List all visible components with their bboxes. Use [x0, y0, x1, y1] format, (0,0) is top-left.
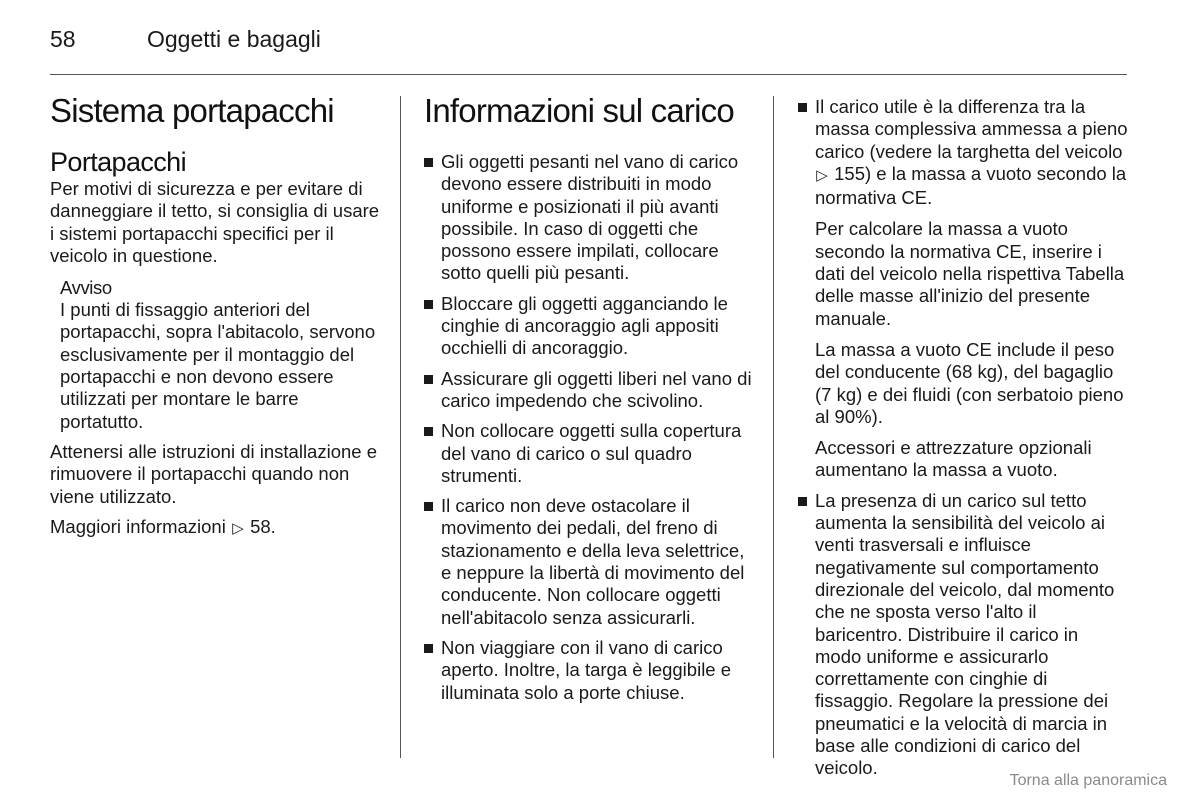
list-item	[424, 368, 752, 413]
install-instructions: Attenersi alle istruzioni di installazione e rimuovere il portapacchi quando non viene utilizzato.	[50, 440, 378, 507]
square-bullet-icon	[424, 375, 433, 384]
column-roof-rack	[50, 92, 380, 540]
list-item-text: Non viaggiare con il vano di carico aperto. Inoltre, la targa è leggibile e illuminata solo a porte chiuse.	[441, 636, 732, 703]
column-load-info	[424, 92, 752, 704]
more-info	[50, 516, 380, 540]
square-bullet-icon	[424, 158, 433, 167]
cross-reference-arrow-icon: ▷	[816, 166, 828, 184]
header-divider	[50, 74, 1127, 75]
page-number: 58	[50, 26, 76, 52]
load-info-list	[424, 151, 752, 704]
list-item	[798, 96, 1128, 209]
list-item	[798, 490, 1128, 780]
curb-weight-calculation: Per calcolare la massa a vuoto secondo la normativa CE, inserire i dati del veicolo nella rispettiva Tabella delle masse all'inizio del presente manuale.	[815, 218, 1125, 329]
list-item-text: La presenza di un carico sul tetto aumenta la sensibilità del veicolo ai venti trasversali e influisce negativamente sul comportamento direzionale del veicolo, dal momento che ne sposta verso l'alto il baricentro. Distribuire il carico in modo uniforme e assicurarlo correttamente con cinghie di fissaggio. Regolare la pressione dei pneumatici e la velocità di marcia in base alle condizioni di carico del veicolo.	[815, 489, 1115, 779]
cross-reference-arrow-icon: ▷	[232, 519, 244, 537]
curb-weight-includes: La massa a vuoto CE include il peso del conducente (68 kg), del bagaglio (7 kg) e dei fluidi (con serbatoio pieno al 90%).	[815, 338, 1124, 427]
roof-rack-intro: Per motivi di sicurezza e per evitare di danneggiare il tetto, si consiglia di usare i sistemi portapacchi specifici per il veicolo in questione.	[50, 178, 380, 266]
load-info-list-continued	[798, 96, 1128, 209]
list-item-text: Bloccare gli oggetti agganciando le cinghie di ancoraggio agli appositi occhielli di ancoraggio.	[441, 292, 728, 359]
square-bullet-icon	[798, 497, 807, 506]
list-item-text: Il carico non deve ostacolare il movimento dei pedali, del freno di stazionamento e della leva selettrice, e neppure la libertà di movimento del conducente. Non collocare oggetti nell'abitacolo senza assicurarli.	[441, 495, 745, 628]
square-bullet-icon	[424, 644, 433, 653]
list-item	[424, 151, 752, 285]
payload-definition: Il carico utile è la differenza tra la massa complessiva ammessa a pieno carico (vedere la targhetta del veicolo	[815, 96, 1128, 162]
list-item-text: Assicurare gli oggetti liberi nel vano di carico impedendo che scivolino.	[441, 367, 752, 411]
subsection-title-roof-rack: Portapacchi	[50, 147, 186, 177]
section-title-roof-rack-system: Sistema portapacchi	[50, 92, 334, 129]
column-load-info-continued	[798, 96, 1128, 780]
list-item-text: Non collocare oggetti sulla copertura del vano di carico o sul quadro strumenti.	[441, 420, 742, 486]
square-bullet-icon	[798, 103, 807, 112]
notice-box	[50, 277, 380, 433]
column-divider-2	[773, 96, 774, 758]
list-item	[424, 420, 752, 487]
roof-load-list	[798, 490, 1128, 780]
list-item	[424, 293, 752, 360]
square-bullet-icon	[424, 427, 433, 436]
more-info-page-ref[interactable]: 58.	[250, 515, 276, 537]
list-item-text: Gli oggetti pesanti nel vano di carico devono essere distribuiti in modo uniforme e posizionati il più avanti possibile. In caso di oggetti che possono essere impilati, collocare sotto quelli più pesanti.	[441, 151, 739, 284]
square-bullet-icon	[424, 300, 433, 309]
column-divider-1	[400, 96, 401, 758]
notice-body: I punti di fissaggio anteriori del portapacchi, sopra l'abitacolo, servono esclusivamente per il montaggio del portapacchi e non devono essere utilizzati per montare le barre portatutto.	[60, 299, 376, 432]
list-item	[424, 495, 752, 629]
list-item	[424, 637, 752, 704]
section-title-load-information: Informazioni sul carico	[424, 92, 734, 129]
square-bullet-icon	[424, 502, 433, 511]
more-info-label: Maggiori informazioni	[50, 515, 226, 537]
notice-title: Avviso	[60, 277, 112, 299]
optional-accessories-note: Accessori e attrezzature opzionali aumentano la massa a vuoto.	[815, 437, 1092, 481]
payload-definition-ref[interactable]: 155) e la massa a vuoto secondo la normativa CE.	[815, 162, 1127, 209]
chapter-title: Oggetti e bagagli	[147, 26, 321, 52]
back-to-overview-link[interactable]: Torna alla panoramica	[1009, 772, 1167, 789]
